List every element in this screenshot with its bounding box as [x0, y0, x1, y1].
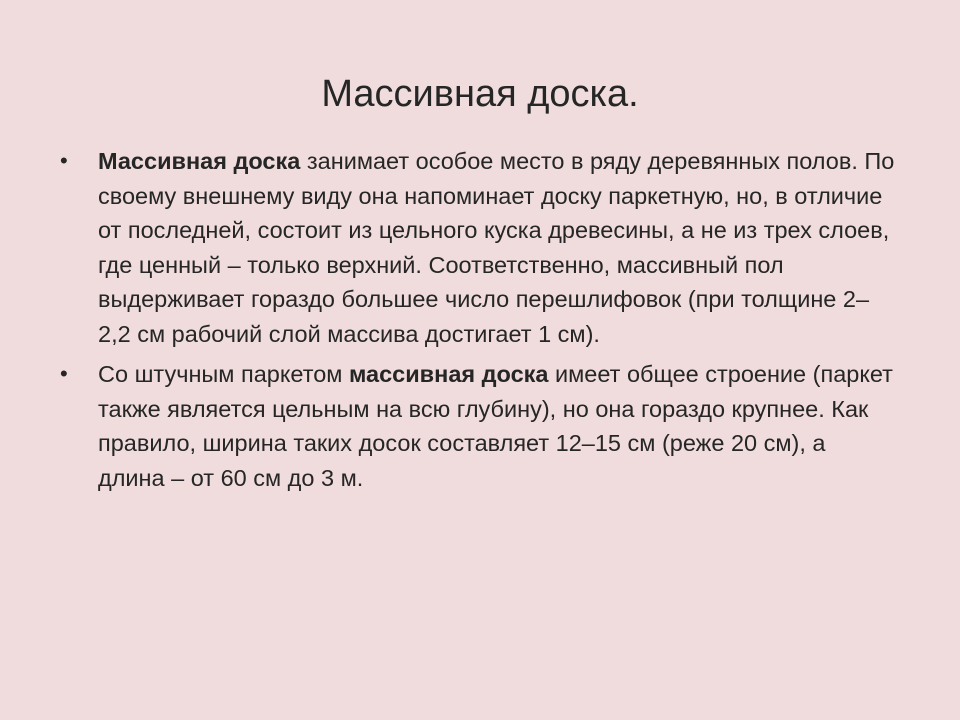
bullet-text-bold: Массивная доска	[98, 148, 301, 174]
bullet-text: имеет общее строение (паркет также является цельным на всю глубину), но она гораздо крупнее. Как правило, ширина таких досок составляет 12–15 см (реже 20 см), а длина – от 60 см до 3 м.	[98, 361, 893, 491]
bullet-item	[58, 144, 898, 351]
bullet-text-bold: массивная доска	[348, 361, 549, 387]
bullet-icon: •	[60, 148, 68, 173]
bullet-icon: •	[60, 361, 68, 386]
bullet-item	[58, 357, 898, 495]
bullet-text: Со штучным паркетом	[98, 361, 349, 387]
bullet-list	[58, 144, 898, 501]
bullet-text: занимает особое место в ряду деревянных полов. По своему внешнему виду она напоминает доску паркетную, но, в отличие от последней, состоит из цельного куска древесины, а не из трех слоев, где ценный – только верхний. Соответственно, массивный пол выдерживает гораздо большее число перешлифовок (при толщине 2–2,2 см рабочий слой массива достигает 1 см).	[98, 148, 895, 347]
slide-title: Массивная доска.	[321, 73, 639, 115]
